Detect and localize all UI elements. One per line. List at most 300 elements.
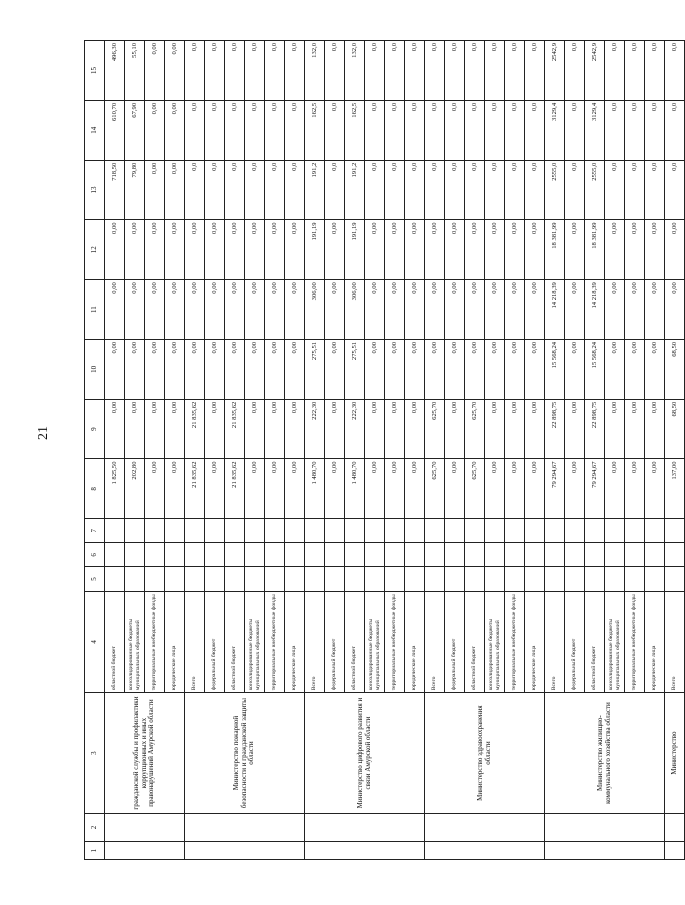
value-cell: 0,00 [245,459,265,519]
value-cell: 0,0 [645,160,665,220]
value-cell: 0,00 [265,459,285,519]
empty-cell [405,519,425,543]
funding-source-cell: Всего [545,591,565,693]
empty-cell [425,543,445,567]
value-cell: 610,70 [105,100,125,160]
empty-cell [305,567,325,591]
header-col-5: 5 [85,567,105,591]
value-cell: 14 218,39 [585,280,605,340]
value-cell: 0,0 [485,100,505,160]
value-cell: 0,00 [425,280,445,340]
value-cell: 68,50 [665,339,685,399]
value-cell: 191,2 [305,160,325,220]
value-cell: 0,00 [125,220,145,280]
empty-cell [285,543,305,567]
value-cell: 0,00 [625,459,645,519]
value-cell: 0,00 [505,459,525,519]
value-cell: 0,00 [425,220,445,280]
empty-cell [325,519,345,543]
value-cell: 0,0 [625,160,645,220]
value-cell: 0,00 [165,280,185,340]
empty-cell [365,519,385,543]
empty-cell [365,567,385,591]
value-cell: 0,00 [245,220,265,280]
value-cell: 0,00 [145,459,165,519]
value-cell: 0,00 [445,459,465,519]
value-cell: 0,00 [325,220,345,280]
value-cell: 0,00 [285,280,305,340]
value-cell: 0,0 [425,160,445,220]
empty-cell [625,519,645,543]
value-cell: 0,00 [465,220,485,280]
value-cell: 0,0 [445,160,465,220]
value-cell: 0,00 [165,100,185,160]
header-col-12: 12 [85,220,105,280]
empty-cell [605,543,625,567]
value-cell: 496,30 [105,41,125,101]
org-name-cell: Министерство цифрового развития и связи Амурской области [305,693,425,814]
value-cell: 222,30 [305,399,325,459]
value-cell: 0,00 [365,459,385,519]
value-cell: 0,00 [325,459,345,519]
empty-cell [385,519,405,543]
value-cell: 0,00 [145,100,165,160]
value-cell: 0,00 [125,339,145,399]
value-cell: 0,00 [645,220,665,280]
funding-source-cell: консолидированные бюджеты муниципальных образований [245,591,265,693]
funding-source-cell: областной бюджет [465,591,485,693]
value-cell: 0,00 [285,399,305,459]
value-cell: 0,0 [385,41,405,101]
empty-cell [605,519,625,543]
value-cell: 21 835,62 [185,459,205,519]
header-col-8: 8 [85,459,105,519]
value-cell: 0,00 [365,220,385,280]
value-cell: 0,00 [645,399,665,459]
empty-cell [165,567,185,591]
value-cell: 0,00 [665,280,685,340]
empty-cell [525,543,545,567]
value-cell: 0,00 [125,280,145,340]
empty-cell [325,567,345,591]
value-cell: 0,00 [625,339,645,399]
value-cell: 0,0 [465,160,485,220]
empty-cell [565,567,585,591]
empty-cell [345,519,365,543]
empty-cell [245,543,265,567]
value-cell: 0,0 [185,41,205,101]
value-cell: 0,00 [525,399,545,459]
empty-cell [385,543,405,567]
value-cell: 3129,4 [585,100,605,160]
value-cell: 0,0 [265,41,285,101]
empty-cell [565,543,585,567]
value-cell: 1 480,70 [305,459,325,519]
org-name-cell: Министерство [665,693,685,814]
value-cell: 0,00 [485,280,505,340]
empty-cell [245,567,265,591]
value-cell: 67,90 [125,100,145,160]
org-name-cell: Министерство здравоохранения области [425,693,545,814]
empty-cell [505,519,525,543]
empty-cell [145,519,165,543]
value-cell: 0,00 [445,220,465,280]
table-row [105,41,125,860]
value-cell: 275,51 [305,339,325,399]
value-cell: 22 898,75 [545,399,565,459]
value-cell: 0,00 [245,339,265,399]
empty-cell [265,519,285,543]
value-cell: 0,00 [165,160,185,220]
value-cell: 0,00 [385,280,405,340]
value-cell: 0,0 [645,100,665,160]
value-cell: 0,00 [205,459,225,519]
value-cell: 0,00 [485,339,505,399]
funding-source-cell: областной бюджет [585,591,605,693]
value-cell: 0,0 [385,160,405,220]
value-cell: 0,0 [225,100,245,160]
value-cell: 0,0 [505,160,525,220]
funding-source-cell: консолидированные бюджеты муниципальных образований [485,591,505,693]
value-cell: 0,0 [565,41,585,101]
header-col-11: 11 [85,280,105,340]
value-cell: 0,00 [565,459,585,519]
value-cell: 0,00 [385,220,405,280]
value-cell: 0,00 [565,280,585,340]
empty-cell [645,567,665,591]
value-cell: 0,00 [325,399,345,459]
empty-cell [545,567,565,591]
value-cell: 0,00 [465,339,485,399]
value-cell: 0,0 [425,41,445,101]
value-cell: 132,0 [345,41,365,101]
budget-table [84,40,685,860]
empty-cell [485,567,505,591]
value-cell: 0,00 [105,399,125,459]
funding-source-cell: территориальные внебюджетные фонды [265,591,285,693]
value-cell: 0,00 [505,220,525,280]
value-cell: 0,00 [445,339,465,399]
value-cell: 0,0 [625,41,645,101]
header-col-10: 10 [85,339,105,399]
empty-cell [545,813,665,841]
empty-cell [565,519,585,543]
value-cell: 0,0 [325,41,345,101]
empty-cell [245,519,265,543]
value-cell: 2555,0 [545,160,565,220]
value-cell: 0,0 [425,100,445,160]
value-cell: 0,00 [145,41,165,101]
funding-source-cell: юридические лица [285,591,305,693]
value-cell: 0,00 [445,399,465,459]
value-cell: 0,00 [145,399,165,459]
value-cell: 625,70 [465,399,485,459]
value-cell: 0,00 [145,160,165,220]
value-cell: 0,00 [465,280,485,340]
funding-source-cell: территориальные внебюджетные фонды [385,591,405,693]
value-cell: 0,00 [145,339,165,399]
funding-source-cell: областной бюджет [105,591,125,693]
funding-source-cell: областной бюджет [225,591,245,693]
empty-cell [585,543,605,567]
empty-cell [225,567,245,591]
value-cell: 0,0 [245,41,265,101]
value-cell: 0,00 [365,339,385,399]
empty-cell [625,567,645,591]
empty-cell [105,519,125,543]
value-cell: 15 568,24 [545,339,565,399]
value-cell: 0,00 [145,220,165,280]
funding-source-cell: консолидированные бюджеты муниципальных образований [605,591,625,693]
funding-source-cell: территориальные внебюджетные фонды [625,591,645,693]
empty-cell [445,519,465,543]
value-cell: 0,00 [645,280,665,340]
value-cell: 0,00 [485,220,505,280]
value-cell: 0,00 [385,399,405,459]
empty-cell [385,567,405,591]
empty-cell [645,543,665,567]
value-cell: 21 835,62 [225,459,245,519]
empty-cell [305,842,425,860]
value-cell: 21 835,62 [225,399,245,459]
value-cell: 14 218,39 [545,280,565,340]
funding-source-cell: территориальные внебюджетные фонды [145,591,165,693]
empty-cell [105,543,125,567]
value-cell: 0,00 [505,280,525,340]
value-cell: 0,00 [105,339,125,399]
value-cell: 0,0 [465,41,485,101]
value-cell: 79 294,67 [545,459,565,519]
value-cell: 2542,9 [545,41,565,101]
value-cell: 625,70 [425,399,445,459]
value-cell: 0,00 [365,399,385,459]
funding-source-cell: юридические лица [645,591,665,693]
value-cell: 0,0 [445,41,465,101]
value-cell: 0,00 [645,459,665,519]
funding-source-cell: областной бюджет [345,591,365,693]
empty-cell [425,813,545,841]
empty-cell [285,567,305,591]
empty-cell [645,519,665,543]
value-cell: 0,00 [385,339,405,399]
empty-cell [185,842,305,860]
value-cell: 0,00 [165,220,185,280]
empty-cell [425,842,545,860]
empty-cell [225,543,245,567]
value-cell: 0,0 [665,160,685,220]
empty-cell [465,543,485,567]
value-cell: 0,0 [225,41,245,101]
value-cell: 0,00 [665,220,685,280]
page-number: 21 [36,426,51,440]
header-col-3: 3 [85,693,105,814]
empty-cell [485,543,505,567]
value-cell: 79 294,67 [585,459,605,519]
value-cell: 0,00 [365,280,385,340]
empty-cell [225,519,245,543]
value-cell: 191,19 [305,220,325,280]
empty-cell [465,567,485,591]
value-cell: 625,70 [465,459,485,519]
value-cell: 0,00 [145,280,165,340]
value-cell: 0,00 [405,399,425,459]
value-cell: 0,0 [665,100,685,160]
value-cell: 18 381,99 [585,220,605,280]
header-col-15: 15 [85,41,105,101]
value-cell: 2555,0 [585,160,605,220]
empty-cell [585,567,605,591]
value-cell: 0,0 [285,160,305,220]
value-cell: 275,51 [345,339,365,399]
value-cell: 625,70 [425,459,445,519]
empty-cell [145,567,165,591]
value-cell: 0,00 [425,339,445,399]
value-cell: 0,00 [125,399,145,459]
value-cell: 0,0 [525,41,545,101]
empty-cell [185,567,205,591]
value-cell: 3129,4 [545,100,565,160]
empty-cell [365,543,385,567]
empty-cell [145,543,165,567]
value-cell: 0,00 [105,220,125,280]
value-cell: 0,00 [225,339,245,399]
value-cell: 0,0 [325,160,345,220]
value-cell: 306,00 [305,280,325,340]
table-row [305,41,325,860]
funding-source-cell: федеральный бюджет [565,591,585,693]
empty-cell [525,519,545,543]
empty-cell [605,567,625,591]
header-col-13: 13 [85,160,105,220]
empty-cell [465,519,485,543]
value-cell: 2542,9 [585,41,605,101]
funding-source-cell: федеральный бюджет [325,591,345,693]
value-cell: 1 825,50 [105,459,125,519]
header-col-6: 6 [85,543,105,567]
empty-cell [345,543,365,567]
value-cell: 0,00 [265,399,285,459]
value-cell: 0,00 [565,339,585,399]
empty-cell [425,519,445,543]
value-cell: 0,00 [185,220,205,280]
value-cell: 0,00 [205,220,225,280]
empty-cell [105,813,185,841]
value-cell: 0,00 [625,220,645,280]
empty-cell [185,813,305,841]
value-cell: 132,0 [305,41,325,101]
empty-cell [285,519,305,543]
value-cell: 0,0 [365,100,385,160]
value-cell: 0,00 [505,399,525,459]
value-cell: 0,0 [505,100,525,160]
funding-source-cell: федеральный бюджет [445,591,465,693]
value-cell: 0,0 [485,41,505,101]
value-cell: 0,00 [525,339,545,399]
value-cell: 0,0 [185,160,205,220]
funding-source-cell: Всего [665,591,685,693]
empty-cell [545,543,565,567]
empty-cell [265,567,285,591]
value-cell: 0,0 [605,41,625,101]
value-cell: 0,0 [465,100,485,160]
empty-cell [305,813,425,841]
empty-cell [665,813,685,841]
value-cell: 0,0 [225,160,245,220]
value-cell: 0,00 [525,459,545,519]
table-row [545,41,565,860]
value-cell: 0,0 [325,100,345,160]
funding-source-cell: Всего [305,591,325,693]
empty-cell [485,519,505,543]
value-cell: 0,00 [605,399,625,459]
empty-cell [325,543,345,567]
empty-cell [545,842,665,860]
value-cell: 191,19 [345,220,365,280]
value-cell: 0,00 [485,459,505,519]
value-cell: 0,00 [405,459,425,519]
value-cell: 0,0 [285,100,305,160]
value-cell: 0,00 [285,339,305,399]
value-cell: 0,0 [625,100,645,160]
funding-source-cell: Всего [425,591,445,693]
empty-cell [585,519,605,543]
value-cell: 0,0 [505,41,525,101]
value-cell: 0,0 [185,100,205,160]
value-cell: 0,0 [445,100,465,160]
value-cell: 0,0 [405,41,425,101]
value-cell: 0,00 [265,220,285,280]
org-name-cell: Министерство жилищно-коммунального хозяйства области [545,693,665,814]
value-cell: 0,0 [365,160,385,220]
funding-source-cell: консолидированные бюджеты муниципальных образований [125,591,145,693]
empty-cell [545,519,565,543]
rotated-table-wrapper [84,40,678,860]
value-cell: 0,0 [665,41,685,101]
value-cell: 0,00 [485,399,505,459]
value-cell: 0,00 [185,280,205,340]
value-cell: 0,00 [645,339,665,399]
value-cell: 0,0 [405,100,425,160]
value-cell: 0,0 [605,160,625,220]
value-cell: 0,00 [185,339,205,399]
empty-cell [525,567,545,591]
value-cell: 0,00 [445,280,465,340]
value-cell: 0,0 [285,41,305,101]
empty-cell [165,543,185,567]
table-row [185,41,205,860]
empty-cell [205,567,225,591]
value-cell: 0,0 [205,41,225,101]
empty-cell [665,842,685,860]
value-cell: 0,00 [225,220,245,280]
header-col-2: 2 [85,813,105,841]
value-cell: 191,2 [345,160,365,220]
value-cell: 162,5 [305,100,325,160]
value-cell: 0,0 [205,100,225,160]
value-cell: 0,00 [165,339,185,399]
value-cell: 0,0 [265,100,285,160]
empty-cell [205,519,225,543]
value-cell: 0,00 [165,459,185,519]
value-cell: 0,0 [525,100,545,160]
value-cell: 0,0 [525,160,545,220]
funding-source-cell: консолидированные бюджеты муниципальных образований [365,591,385,693]
funding-source-cell: территориальные внебюджетные фонды [505,591,525,693]
table-row [425,41,445,860]
value-cell: 55,10 [125,41,145,101]
value-cell: 137,00 [665,459,685,519]
value-cell: 0,00 [605,459,625,519]
